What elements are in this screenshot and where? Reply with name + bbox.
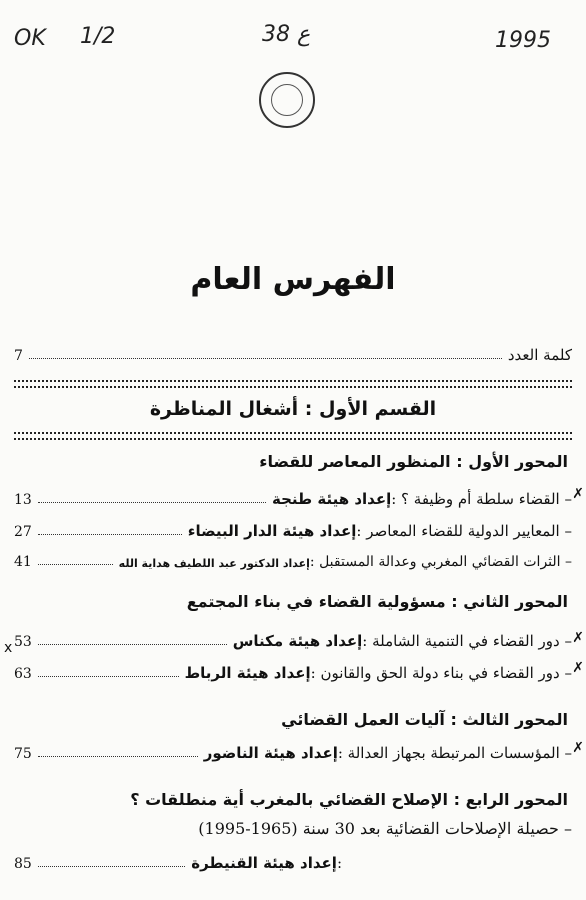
entry-text: – دور القضاء في بناء دولة الحق والقانون : [310, 664, 572, 682]
entry-text: – القضاء سلطة أم وظيفة ؟ : [391, 490, 572, 508]
entry-author: إعداد هيئة الناضور [203, 744, 338, 762]
handwritten-half: 1/2 [80, 24, 116, 49]
axis-4-title: المحور الرابع : الإصلاح القضائي بالمغرب أية منطلقات ؟ [130, 790, 568, 809]
entry-text: – الثرات القضائي المغربي وعدالة المستقبل : [309, 554, 572, 570]
entry-author: إعداد الدكتور عبد اللطيف هداية الله [118, 557, 310, 570]
editorial-page: 7 [14, 348, 23, 364]
margin-mark: ✗ [572, 630, 584, 646]
leader-dots [38, 643, 227, 645]
entry-page: 63 [14, 666, 32, 682]
entry-author: إعداد هيئة القنيطرة [191, 854, 337, 872]
library-stamp [259, 72, 315, 128]
entry-page: 53 [14, 634, 32, 650]
margin-mark: x [4, 640, 13, 656]
entry-text: : [336, 854, 342, 872]
entry-page: 27 [14, 524, 32, 540]
leader-dots [38, 755, 198, 757]
toc-row [14, 848, 572, 872]
leader-dots [38, 865, 185, 867]
entry-page: 85 [14, 856, 32, 872]
entry-text: – المؤسسات المرتبطة بجهاز العدالة : [337, 744, 572, 762]
margin-mark: ✗ [572, 486, 584, 502]
handwritten-year: 1995 [495, 28, 551, 53]
entry-author: إعداد هيئة الدار البيضاء [187, 522, 357, 540]
entry-page: 41 [14, 554, 32, 570]
entry-text: – دور القضاء في التنمية الشاملة : [362, 632, 572, 650]
leader-dots [38, 533, 182, 535]
toc-row [14, 658, 572, 682]
entry-author: إعداد هيئة مكناس [232, 632, 363, 650]
toc-row-editorial [14, 340, 572, 364]
toc-row [14, 626, 572, 650]
toc-row [14, 546, 572, 570]
margin-mark: ✗ [572, 740, 584, 756]
axis-2-title: المحور الثاني : مسؤولية القضاء في بناء المجتمع [186, 592, 568, 611]
toc-row [14, 484, 572, 508]
leader-dots [38, 675, 179, 677]
axis-1-title: المحور الأول : المنظور المعاصر للقضاء [259, 452, 568, 471]
entry-page: 13 [14, 492, 32, 508]
section-rule-top [14, 380, 572, 388]
toc-row [14, 814, 572, 838]
page-title: الفهرس العام [190, 262, 396, 297]
axis-3-title: المحور الثالث : آليات العمل القضائي [281, 710, 568, 729]
leader-dots [38, 563, 113, 565]
editorial-label: كلمة العدد [507, 346, 572, 364]
margin-mark: ✗ [572, 660, 584, 676]
toc-row [14, 516, 572, 540]
leader-dots [38, 501, 266, 503]
entry-author: إعداد هيئة طنجة [271, 490, 392, 508]
entry-text: – حصيلة الإصلاحات القضائية بعد 30 سنة (1965-1995) [198, 819, 572, 838]
leader-dots [29, 357, 502, 359]
toc-row [14, 738, 572, 762]
section-rule-bottom [14, 432, 572, 440]
handwritten-code: 38 ع [262, 22, 311, 47]
entry-author: إعداد هيئة الرباط [184, 664, 311, 682]
entry-text: – المعايير الدولية للقضاء المعاصر : [356, 522, 572, 540]
entry-page: 75 [14, 746, 32, 762]
section-heading: القسم الأول : أشغال المناظرة [149, 398, 437, 420]
handwritten-ok: OK [14, 26, 46, 51]
